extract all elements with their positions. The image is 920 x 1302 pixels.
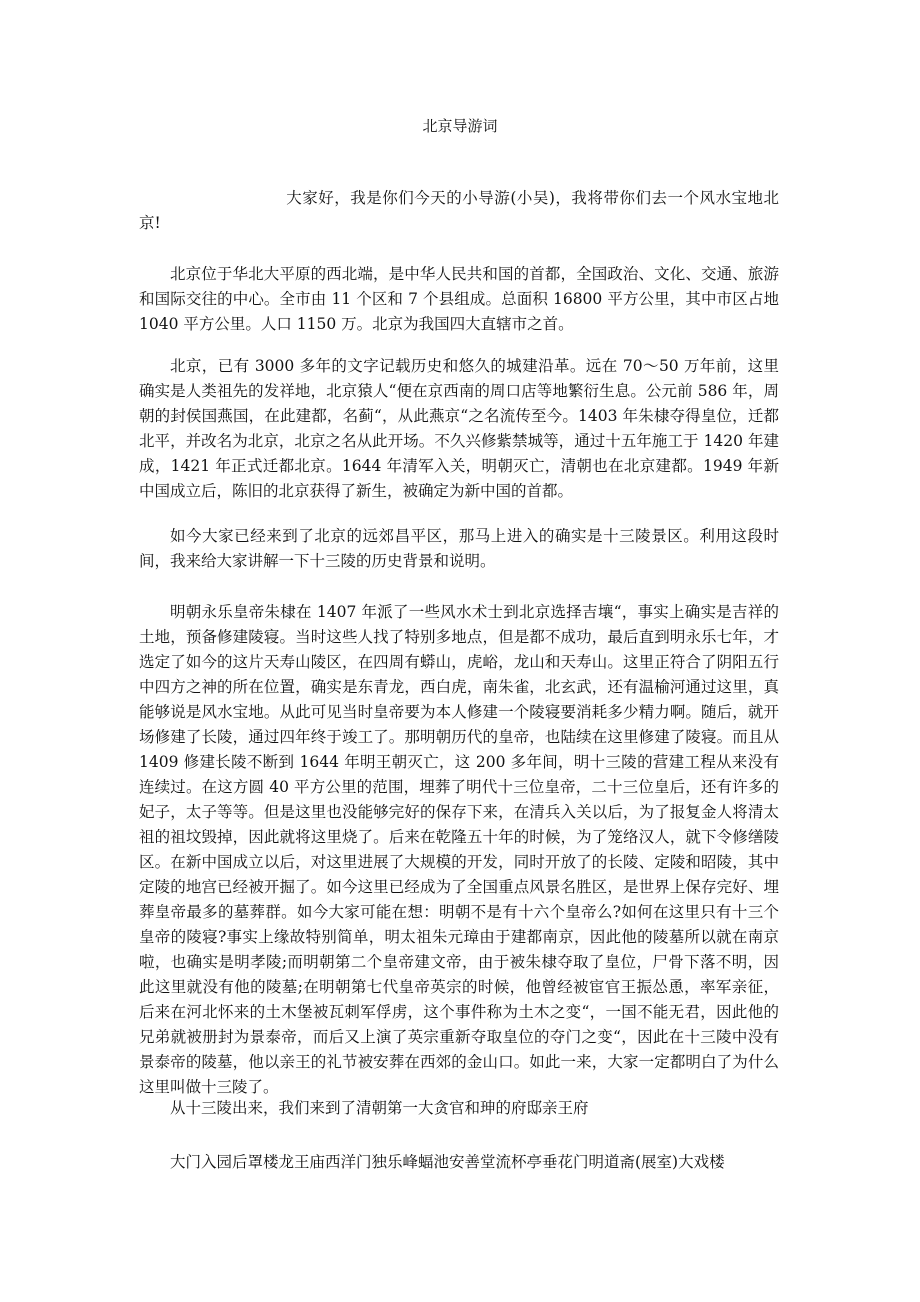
paragraph-overview: 北京位于华北大平原的西北端，是中华人民共和国的首都，全国政治、文化、交通、旅游和国际交往的中心。全市由 11 个区和 7 个县组成。总面积 16800 平方公里，其中市区占地 1040 平方公里。人口 1150 万。北京为我国四大直辖市之首。 (139, 265, 779, 333)
paragraph-transition: 从十三陵出来，我们来到了清朝第一大贪官和珅的府邸亲王府 (170, 1099, 589, 1117)
paragraph-arrival: 如今大家已经来到了北京的远郊昌平区，那马上进入的确实是十三陵景区。利用这段时间，我来给大家讲解一下十三陵的历史背景和说明。 (139, 527, 779, 570)
paragraph-history: 北京，已有 3000 多年的文字记载历史和悠久的城建沿革。远在 70～50 万年前，这里确实是人类祖先的发祥地，北京猿人“便在京西南的周口店等地繁衍生息。公元前 586 年，周朝的封侯国燕国，在此建都，名蓟“，从此燕京“之名流传至今。1403 年朱棣夺得皇位，迁都北平，并改名为北京，北京之名从此开场。不久兴修紫禁城等，通过十五年施工于 1420 年建成，1421 年正式迁都北京。1644 年清军入关，明朝灭亡，清朝也在北京建都。1949 年新中国成立后，陈旧的北京获得了新生，被确定为新中国的首都。 (139, 357, 779, 500)
paragraph-greeting: 大家好，我是你们今天的小导游(小吴)，我将带你们去一个风水宝地北京! (139, 189, 779, 232)
paragraph-mansion-sites: 大门入园后罩楼龙王庙西洋门独乐峰蝠池安善堂流杯亭垂花门明道斋(展室)大戏楼 (170, 1153, 725, 1171)
paragraph-ming-tombs: 明朝永乐皇帝朱棣在 1407 年派了一些风水术士到北京选择吉壤“，事实上确实是吉祥的土地，预备修建陵寝。当时这些人找了特别多地点，但是都不成功，最后直到明永乐七年，才选定了如今的这片天寿山陵区，在四周有蟒山，虎峪，龙山和天寿山。这里正符合了阴阳五行中四方之神的所在位置，确实是东青龙，西白虎，南朱雀，北玄武，还有温榆河通过这里，真能够说是风水宝地。从此可见当时皇帝要为本人修建一个陵寝要消耗多少精力啊。随后，就开场修建了长陵，通过四年终于竣工了。那明朝历代的皇帝，也陆续在这里修建了陵寝。而且从 1409 修建长陵不断到 1644 年明王朝灭亡，这 200 多年间，明十三陵的营建工程从来没有连续过。在这方圆 40 平方公里的范围，埋葬了明代十三位皇帝，二十三位皇后，还有许多的妃子，太子等等。但是这里也没能够完好的保存下来，在清兵入关以后，为了报复金人将清太祖的祖坟毁掉，因此就将这里烧了。后来在乾隆五十年的时候，为了笼络汉人，就下令修缮陵区。在新中国成立以后，对这里进展了大规模的开发，同时开放了的长陵、定陵和昭陵，其中定陵的地宫已经被开掘了。如今这里已经成为了全国重点风景名胜区，是世界上保存完好、埋葬皇帝最多的墓葬群。如今大家可能在想：明朝不是有十六个皇帝么?如何在这里只有十三个皇帝的陵寝?事实上缘故特别简单，明太祖朱元璋由于建都南京，因此他的陵墓所以就在南京啦，也确实是明孝陵;而明朝第二个皇帝建文帝，由于被朱棣夺取了皇位，尸骨下落不明，因此这里就没有他的陵墓;在明朝第七代皇帝英宗的时候，他曾经被宦官王振怂恿，率军亲征，后来在河北怀来的土木堡被瓦刺军俘虏，这个事件称为土木之变“，一国不能无君，因此他的兄弟就被册封为景泰帝，而后又上演了英宗重新夺取皇位的夺门之变“，因此在十三陵中没有景泰帝的陵墓，他以亲王的礼节被安葬在西郊的金山口。如此一来，大家一定都明白了为什么这里叫做十三陵了。 (139, 603, 779, 1096)
document-title: 北京导游词 (422, 117, 498, 135)
